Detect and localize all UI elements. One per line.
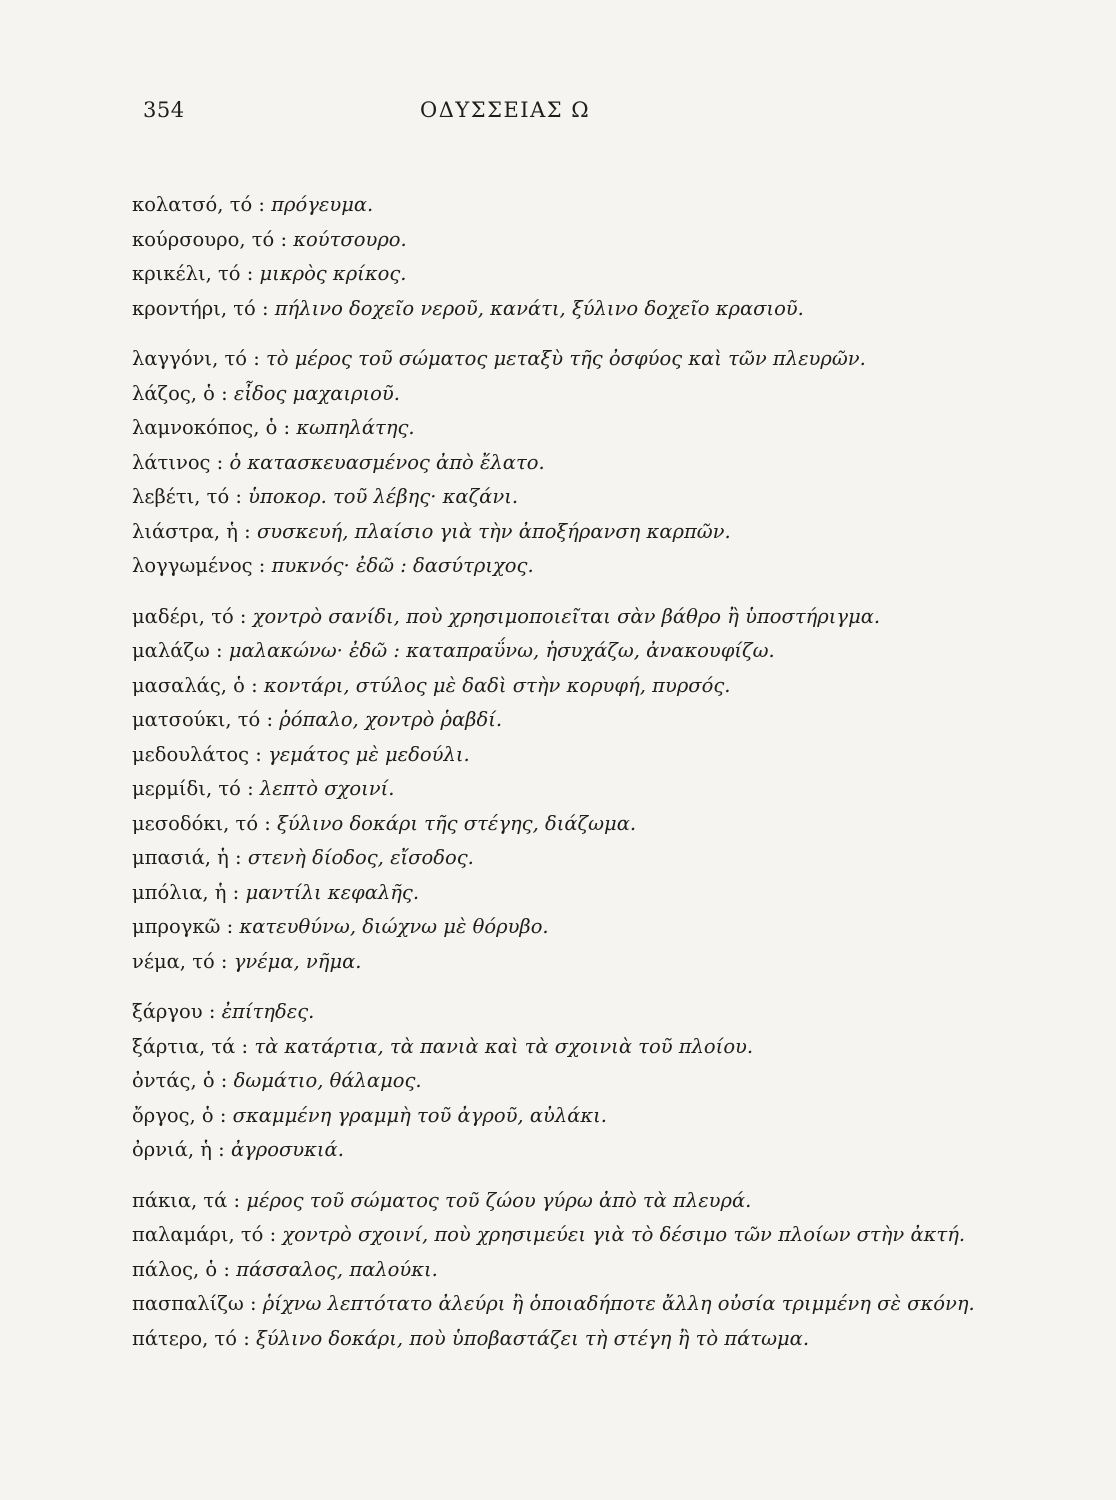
entry-term: πάλος, ὁ : [132, 1257, 230, 1281]
entry-term: λαγγόνι, τό : [132, 347, 260, 370]
entry-definition: ἐπίτηδες. [221, 1000, 315, 1023]
entry-definition: κούτσουρο. [293, 227, 407, 251]
entry-definition: γεμάτος μὲ μεδούλι. [268, 742, 470, 766]
glossary-entry [132, 1064, 1032, 1099]
entry-term: μπασιά, ἡ : [132, 846, 242, 869]
entry-definition: λεπτὸ σχοινί. [259, 777, 395, 800]
glossary-entry [132, 995, 1032, 1030]
entry-definition: πάσσαλος, παλούκι. [236, 1257, 438, 1281]
glossary-entry [132, 1184, 1032, 1219]
entry-term: πάτερο, τό : [132, 1326, 250, 1350]
glossary-entry [132, 1322, 1032, 1357]
entry-term: λιάστρα, ἡ : [132, 519, 251, 543]
entry-term: ματσούκι, τό : [132, 708, 274, 731]
entry-term: ὄργος, ὁ : [132, 1103, 227, 1127]
entry-definition: χοντρὸ σανίδι, ποὺ χρησιμοποιεῖται σὰν βάθρο ἢ ὑποστήριγμα. [252, 604, 881, 628]
entry-definition: πήλινο δοχεῖο νεροῦ, κανάτι, ξύλινο δοχεῖο κρασιοῦ. [274, 296, 804, 320]
glossary-entry [132, 669, 1032, 704]
glossary-entry [132, 257, 1032, 292]
running-title: ΟΔΥΣΣΕΙΑΣ Ω [420, 98, 591, 122]
entry-term: μπόλια, ἡ : [132, 880, 240, 904]
entry-term: λάτινος : [132, 450, 224, 474]
entry-term: μεσοδόκι, τό : [132, 811, 271, 835]
glossary-entry [132, 772, 1032, 807]
entry-term: μερμίδι, τό : [132, 777, 254, 800]
page-number: 354 [143, 98, 185, 122]
entry-term: κροντήρι, τό : [132, 296, 269, 320]
glossary-entry [132, 1030, 1032, 1065]
glossary-entry [132, 876, 1032, 911]
entry-term: ξάργου : [132, 1000, 216, 1023]
glossary-entry [132, 480, 1032, 515]
glossary-entry [132, 1287, 1032, 1322]
glossary-entry [132, 945, 1032, 980]
entry-term: νέμα, τό : [132, 949, 228, 973]
glossary-entry [132, 377, 1032, 412]
glossary-list [132, 188, 1032, 1356]
entry-term: ὀρνιά, ἡ : [132, 1138, 225, 1161]
entry-term: ὀντάς, ὁ : [132, 1069, 228, 1092]
entry-term: μπρογκῶ : [132, 915, 234, 938]
entry-term: ξάρτια, τά : [132, 1034, 249, 1058]
entry-definition: στενὴ δίοδος, εἴσοδος. [247, 846, 474, 869]
entry-term: μαδέρι, τό : [132, 604, 247, 628]
glossary-entry [132, 807, 1032, 842]
entry-definition: μέρος τοῦ σώματος τοῦ ζώου γύρω ἀπὸ τὰ πλευρά. [246, 1188, 752, 1212]
entry-definition: ῥίχνω λεπτότατο ἀλεύρι ἢ ὁποιαδήποτε ἄλλη οὐσία τριμμένη σὲ σκόνη. [262, 1292, 975, 1315]
glossary-entry [132, 703, 1032, 738]
entry-term: λάζος, ὁ : [132, 381, 228, 405]
glossary-entry [132, 910, 1032, 945]
glossary-entry [132, 223, 1032, 258]
entry-definition: ῥόπαλο, χοντρὸ ῥαβδί. [279, 708, 503, 731]
entry-definition: μαντίλι κεφαλῆς. [245, 880, 420, 904]
entry-definition: ὑποκορ. τοῦ λέβης· καζάνι. [248, 485, 519, 508]
glossary-entry [132, 1218, 1032, 1253]
entry-term: κρικέλι, τό : [132, 262, 254, 285]
entry-term: παλαμάρι, τό : [132, 1223, 277, 1246]
entry-term: πάκια, τά : [132, 1188, 241, 1212]
entry-term: λαμνοκόπος, ὁ : [132, 416, 291, 439]
glossary-entry [132, 411, 1032, 446]
entry-definition: κωπηλάτης. [296, 416, 415, 439]
entry-term: κούρσουρο, τό : [132, 227, 288, 251]
glossary-entry [132, 600, 1032, 635]
entry-definition: συσκευή, πλαίσιο γιὰ τὴν ἀποξήρανση καρπῶν. [256, 519, 731, 543]
entry-definition: ὁ κατασκευασμένος ἀπὸ ἔλατο. [229, 450, 545, 474]
entry-definition: τὰ κατάρτια, τὰ πανιὰ καὶ τὰ σχοινιὰ τοῦ πλοίου. [254, 1034, 754, 1058]
entry-term: λεβέτι, τό : [132, 485, 242, 508]
glossary-entry [132, 738, 1032, 773]
entry-term: λογγωμένος : [132, 554, 266, 577]
entry-definition: ξύλινο δοκάρι τῆς στέγης, διάζωμα. [277, 811, 637, 835]
entry-term: μασαλάς, ὁ : [132, 673, 258, 697]
entry-term: μαλάζω : [132, 639, 223, 662]
entry-definition: εἶδος μαχαιριοῦ. [233, 381, 400, 405]
entry-term: πασπαλίζω : [132, 1292, 257, 1315]
glossary-entry [132, 841, 1032, 876]
glossary-entry [132, 634, 1032, 669]
glossary-entry [132, 515, 1032, 550]
glossary-entry [132, 549, 1032, 584]
glossary-entry [132, 1133, 1032, 1168]
entry-definition: γνέμα, νῆμα. [233, 949, 362, 973]
glossary-entry [132, 1099, 1032, 1134]
entry-term: μεδουλάτος : [132, 742, 262, 766]
glossary-entry [132, 342, 1032, 377]
entry-definition: πυκνός· ἐδῶ : δασύτριχος. [271, 554, 534, 577]
glossary-entry [132, 1253, 1032, 1288]
entry-definition: χοντρὸ σχοινί, ποὺ χρησιμεύει γιὰ τὸ δέσιμο τῶν πλοίων στὴν ἀκτή. [282, 1223, 966, 1246]
entry-definition: μαλακώνω· ἐδῶ : καταπραΰνω, ἡσυχάζω, ἀνακουφίζω. [228, 639, 775, 662]
glossary-entry [132, 188, 1032, 223]
entry-definition: πρόγευμα. [271, 193, 374, 216]
entry-definition: ἀγροσυκιά. [230, 1138, 344, 1161]
entry-definition: κοντάρι, στύλος μὲ δαδὶ στὴν κορυφή, πυρσός. [263, 673, 731, 697]
entry-definition: σκαμμένη γραμμὴ τοῦ ἀγροῦ, αὐλάκι. [232, 1103, 608, 1127]
entry-definition: δωμάτιο, θάλαμος. [233, 1069, 422, 1092]
entry-definition: κατευθύνω, διώχνω μὲ θόρυβο. [239, 915, 549, 938]
glossary-entry [132, 292, 1032, 327]
entry-definition: μικρὸς κρίκος. [259, 262, 407, 285]
entry-term: κολατσό, τό : [132, 193, 265, 216]
entry-definition: τὸ μέρος τοῦ σώματος μεταξὺ τῆς ὀσφύος καὶ τῶν πλευρῶν. [265, 347, 866, 370]
page-header [0, 98, 1116, 138]
glossary-entry [132, 446, 1032, 481]
entry-definition: ξύλινο δοκάρι, ποὺ ὑποβαστάζει τὴ στέγη ἢ τὸ πάτωμα. [255, 1326, 810, 1350]
